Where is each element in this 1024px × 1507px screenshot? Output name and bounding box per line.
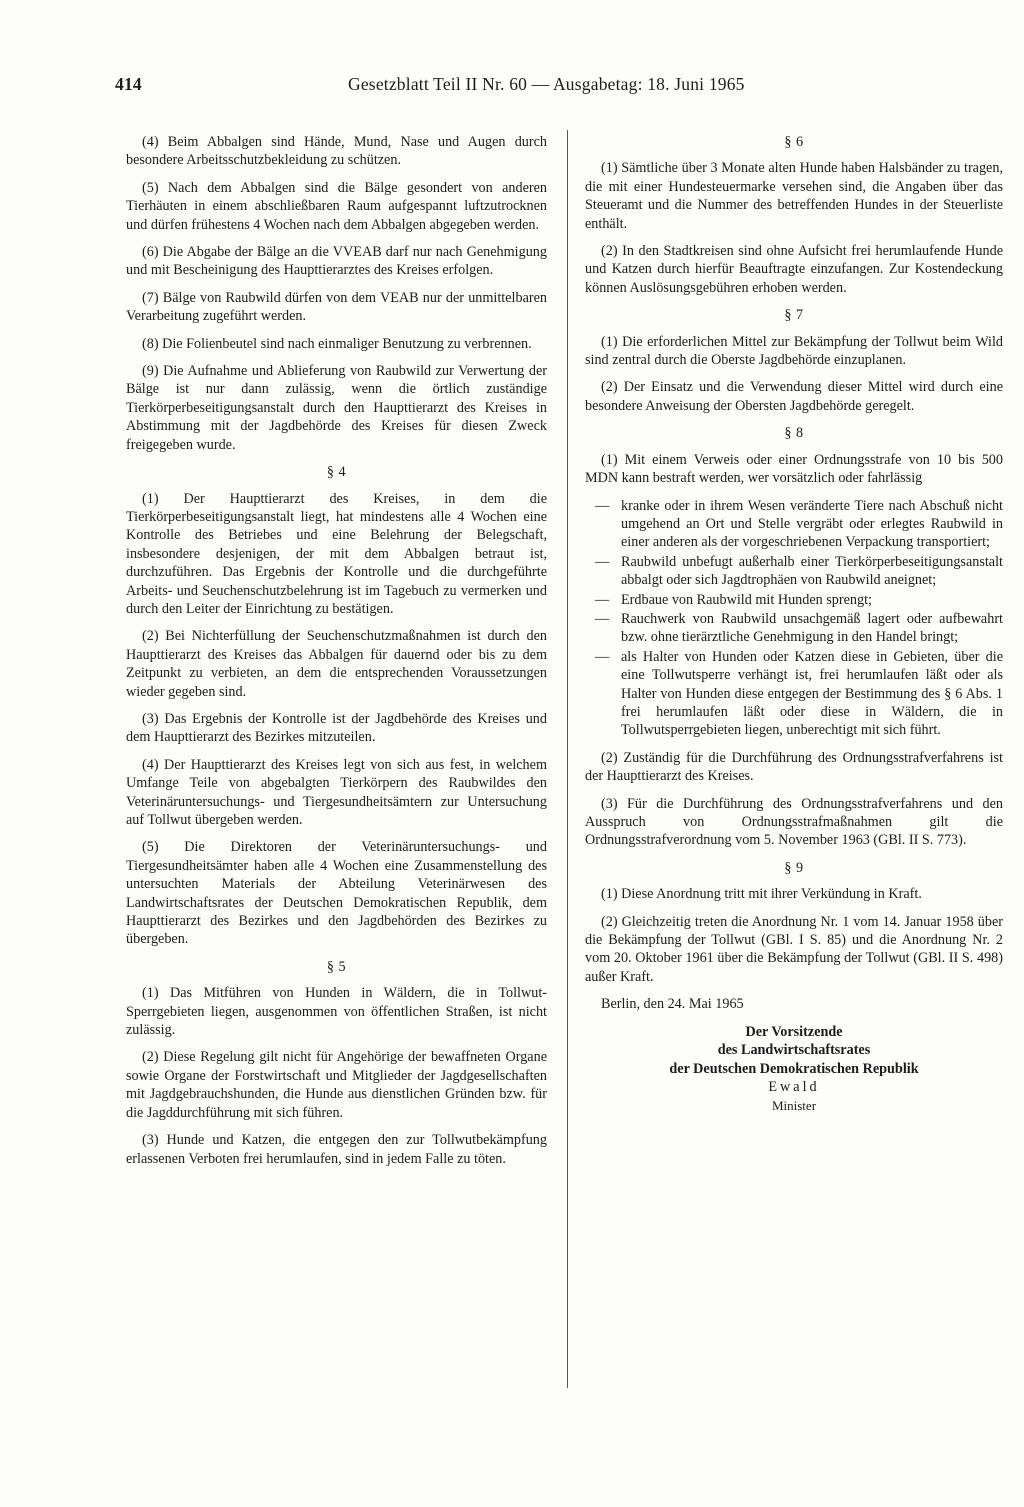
paragraph: (2) Diese Regelung gilt nicht für Angehörige der bewaffneten Organe sowie Organe der Forstwirtschaft und Mitglieder der Jagdgesellschaften mit Jagdgebrauchshunden, die Hunde aus dienstlichen Gründen bzw. für die Jagddurchführung mit sich führen. — [126, 1049, 547, 1121]
paragraph: (6) Die Abgabe der Bälge an die VVEAB darf nur nach Genehmigung und mit Bescheinigung des Haupttierarztes des Kreises erfolgen. — [126, 244, 547, 279]
signatory-role: Minister — [771, 1098, 817, 1114]
paragraph: (2) Der Einsatz und die Verwendung dieser Mittel wird durch eine besondere Anweisung der Obersten Jagdbehörde geregelt. — [585, 379, 1003, 414]
column-divider — [567, 130, 568, 1388]
signature-line: des Landwirtschaftsrates — [717, 1042, 871, 1059]
paragraph: (1) Der Haupttierarzt des Kreises, in dem die Tierkörperbeseitigungsanstalt liegt, hat mindestens alle 4 Wochen eine Kontrolle des Betriebes und eine Belehrung der Belegschaft, insbesondere desjenigen, der mit dem Abbalgen betraut ist, durchzuführen. Das Ergebnis der Kontrolle und die durchgeführte Arbeits- und Seuchenschutzbelehrung ist im Tagebuch zu vermerken und durch den Leiter der Einrichtung zu bestätigen. — [126, 490, 547, 617]
section-heading-8: § 8 — [784, 425, 804, 442]
offense-list — [585, 497, 1003, 740]
signatory-name: Ewald — [768, 1079, 820, 1096]
list-item-text: kranke oder in ihrem Wesen veränderte Tiere nach Abschuß nicht umgehend an Ort und Stelle vergräbt oder erlegtes Raubwild in einer anderen als der vorgeschriebenen Verpackung transportiert; — [621, 497, 1003, 551]
paragraph: (1) Die erforderlichen Mittel zur Bekämpfung der Tollwut beim Wild sind zentral durch die Oberste Jagdbehörde einzuplanen. — [585, 333, 1003, 369]
list-item — [585, 591, 1003, 609]
page-header — [115, 74, 805, 104]
dash-marker: — — [595, 553, 610, 570]
paragraph: (7) Bälge von Raubwild dürfen von dem VEAB nur der unmittelbaren Verarbeitung zugeführt werden. — [126, 289, 547, 325]
paragraph: (8) Die Folienbeutel sind nach einmaliger Benutzung zu verbrennen. — [142, 335, 532, 352]
dash-marker: — — [595, 610, 610, 627]
list-item-text: Raubwild unbefugt außerhalb einer Tierkörperbeseitigungsanstalt abbalgt oder sich Jagdtrophäen von Raubwild aneignet; — [621, 553, 1003, 589]
section-heading-4: § 4 — [326, 464, 347, 481]
section-heading-9: § 9 — [784, 859, 804, 876]
paragraph: (3) Für die Durchführung des Ordnungsstrafverfahrens und den Ausspruch von Ordnungsstrafmaßnahmen gilt die Ordnungsstrafverordnung vom 5. November 1963 (GBl. II S. 773). — [585, 795, 1003, 849]
list-item — [585, 553, 1003, 590]
paragraph: (1) Mit einem Verweis oder einer Ordnungsstrafe von 10 bis 500 MDN kann bestraft werden, wer vorsätzlich oder fahrlässig — [585, 451, 1003, 487]
page-number: 414 — [115, 74, 142, 94]
paragraph: (5) Die Direktoren der Veterinäruntersuchungs- und Tiergesundheitsämter haben alle 4 Wochen eine Zusammenstellung des untersuchten Materials der Abteilung Veterinärwesen des Landwirtschaftsrates der Deutschen Demokratischen Republik, dem Haupttierarzt des Bezirkes und den Jagdbehörden des Bezirkes zu übergeben. — [126, 839, 547, 948]
list-item-text: Rauchwerk von Raubwild unsachgemäß lagert oder aufbewahrt bzw. ohne tierärztliche Genehmigung in den Handel bringt; — [621, 610, 1003, 646]
left-column — [126, 133, 547, 1177]
right-column — [585, 133, 1003, 1116]
signature-block — [585, 1023, 1003, 1116]
dash-marker: — — [595, 591, 610, 608]
dash-marker: — — [595, 497, 610, 514]
list-item-text: als Halter von Hunden oder Katzen diese in Gebieten, über die eine Tollwutsperre verhängt ist, frei herumlaufen läßt oder als Halter von Hunden diese entgegen der Bestimmung des § 6 Abs. 1 frei herumlaufen läßt oder diese in Wäldern, die in Tollwutsperrgebieten liegen, unberechtigt mit sich führt. — [621, 648, 1003, 739]
paragraph: (2) Zuständig für die Durchführung des Ordnungsstrafverfahrens ist der Haupttierarzt des Kreises. — [585, 749, 1003, 785]
section-heading-5: § 5 — [326, 958, 347, 975]
paragraph: (9) Die Aufnahme und Ablieferung von Raubwild zur Verwertung der Bälge ist nur dann zulässig, wenn die örtlich zuständige Tierkörperbeseitigungsanstalt durch den Haupttierarzt des Kreises in Abstimmung mit der Jagdbehörde des Kreises für diesen Zweck freigegeben wurde. — [126, 363, 547, 453]
section-heading-6: § 6 — [784, 134, 804, 150]
list-item-text: Erdbaue von Raubwild mit Hunden sprengt; — [621, 591, 872, 608]
dash-marker: — — [595, 648, 610, 665]
paragraph: (1) Diese Anordnung tritt mit ihrer Verkündung in Kraft. — [601, 886, 922, 903]
paragraph: (2) Gleichzeitig treten die Anordnung Nr. 1 vom 14. Januar 1958 über die Bekämpfung der Tollwut (GBl. I S. 85) und die Anordnung Nr. 2 vom 20. Oktober 1961 über die Bekämpfung der Tollwut (GBl. II S. 498) außer Kraft. — [585, 913, 1003, 985]
paragraph: (4) Beim Abbalgen sind Hände, Mund, Nase und Augen durch besondere Arbeitsschutzbekleidung zu schützen. — [126, 134, 547, 169]
section-heading-7: § 7 — [784, 307, 804, 324]
header-title: Gesetzblatt Teil II Nr. 60 — Ausgabetag: 18. Juni 1965 — [348, 74, 745, 94]
paragraph: (1) Sämtliche über 3 Monate alten Hunde haben Halsbänder zu tragen, die mit einer Hundesteuermarke versehen sind, die Angaben über das Steueramt und die Nummer des betreffenden Hundes in der Steuerliste enthält. — [585, 160, 1003, 232]
paragraph: (3) Hunde und Katzen, die entgegen den zur Tollwutbekämpfung erlassenen Verboten frei herumlaufen, sind in jedem Falle zu töten. — [126, 1132, 547, 1167]
list-item — [585, 648, 1003, 740]
paragraph: (3) Das Ergebnis der Kontrolle ist der Jagdbehörde des Kreises und dem Haupttierarzt des Bezirkes mitzuteilen. — [126, 710, 547, 746]
signature-line: der Deutschen Demokratischen Republik — [669, 1060, 919, 1077]
paragraph: (5) Nach dem Abbalgen sind die Bälge gesondert von anderen Tierhäuten in einem abschließbaren Raum aufgespannt luftzutrocknen und dürfen frühestens 4 Wochen nach dem Abbalgen abgegeben werden. — [126, 179, 547, 233]
list-item — [585, 610, 1003, 647]
list-item — [585, 497, 1003, 552]
paragraph: (2) In den Stadtkreisen sind ohne Aufsicht frei herumlaufende Hunde und Katzen durch hierfür Beauftragte einzufangen. Zur Kostendeckung können Auslösungsgebühren erhoben werden. — [585, 243, 1003, 296]
place-date: Berlin, den 24. Mai 1965 — [601, 996, 744, 1013]
paragraph: (2) Bei Nichterfüllung der Seuchenschutzmaßnahmen ist durch den Haupttierarzt des Kreises das Abbalgen für dauernd oder bis zu dem Zeitpunkt zu verbieten, an dem die entsprechenden Voraussetzungen wieder gegeben sind. — [126, 628, 547, 700]
signature-line: Der Vorsitzende — [745, 1023, 843, 1040]
paragraph: (1) Das Mitführen von Hunden in Wäldern, die in Tollwut-Sperrgebieten liegen, ausgenommen von öffentlichen Straßen, ist nicht zulässig. — [126, 985, 547, 1039]
paragraph: (4) Der Haupttierarzt des Kreises legt von sich aus fest, in welchem Umfange Teile von abgebalgten Tierkörpern des Raubwildes den Veterinäruntersuchungs- und Tiergesundheitsämtern zur Untersuchung auf Tollwut übergeben werden. — [126, 756, 547, 828]
